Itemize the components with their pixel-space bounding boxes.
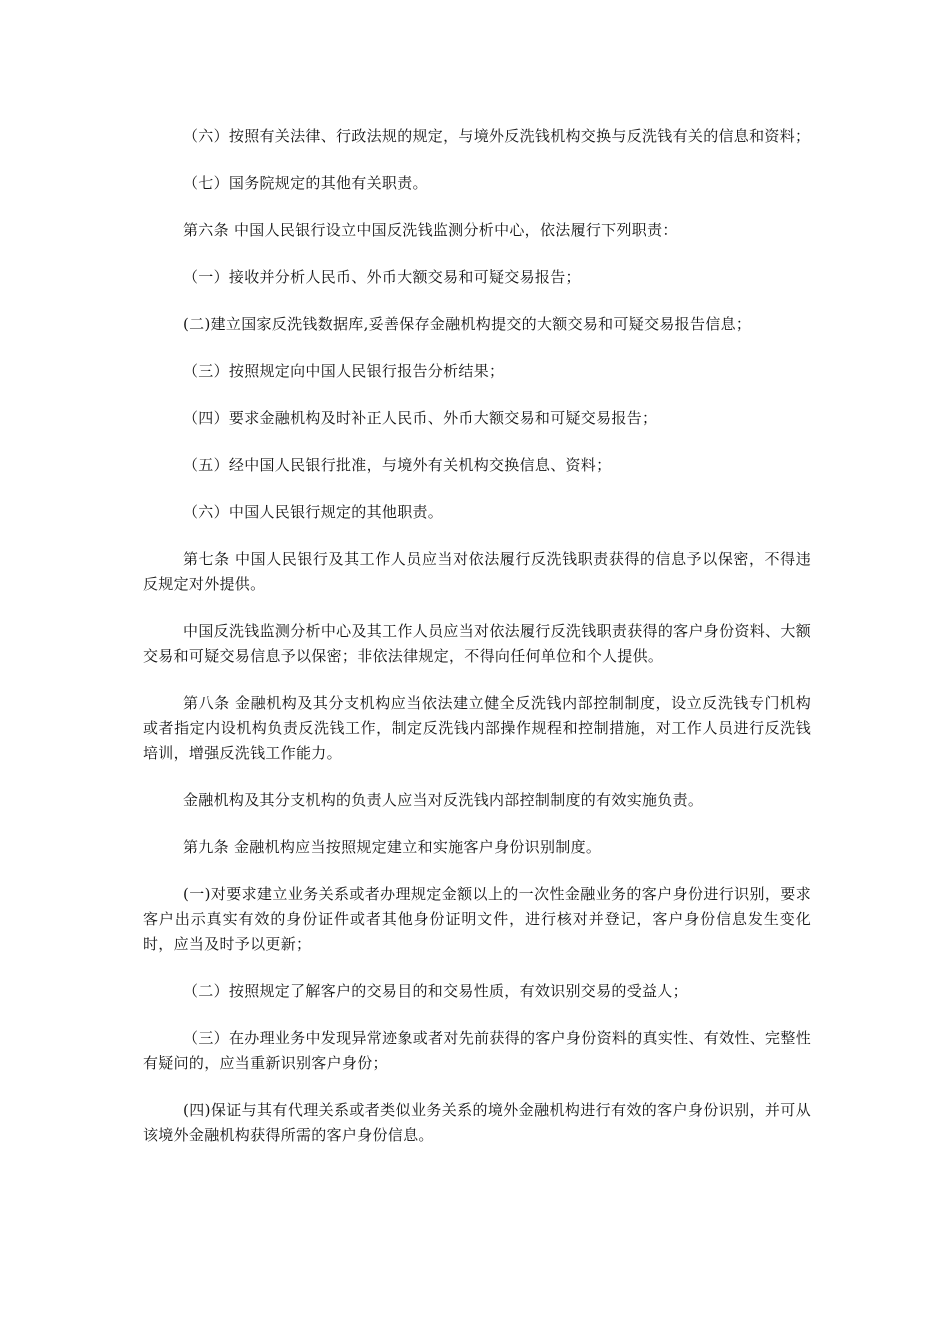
paragraph-article-6-item-2: (二)建立国家反洗钱数据库,妥善保存金融机构提交的大额交易和可疑交易报告信息； [183, 315, 752, 333]
paragraph-article-6-item-5: （五）经中国人民银行批准，与境外有关机构交换信息、资料； [183, 456, 612, 474]
paragraph-article-9: 第九条 金融机构应当按照规定建立和实施客户身份识别制度。 [183, 838, 602, 856]
paragraph-article-9-item-2: （二）按照规定了解客户的交易目的和交易性质，有效识别交易的受益人； [183, 982, 688, 1000]
paragraph-clause-6-item-6: （六）按照有关法律、行政法规的规定，与境外反洗钱机构交换与反洗钱有关的信息和资料； [183, 127, 811, 145]
paragraph-article-6: 第六条 中国人民银行设立中国反洗钱监测分析中心，依法履行下列职责： [183, 221, 678, 239]
paragraph-article-9-item-3: （三）在办理业务中发现异常迹象或者对先前获得的客户身份资料的真实性、有效性、完整性有疑问的，应当重新识别客户身份； [143, 1029, 811, 1072]
document-body [143, 124, 811, 1170]
paragraph-article-7-part-2: 中国反洗钱监测分析中心及其工作人员应当对依法履行反洗钱职责获得的客户身份资料、大额交易和可疑交易信息予以保密；非依法律规定，不得向任何单位和个人提供。 [143, 622, 811, 665]
paragraph-article-8-part-2: 金融机构及其分支机构的负责人应当对反洗钱内部控制制度的有效实施负责。 [183, 791, 704, 809]
paragraph-article-6-item-1: （一）接收并分析人民币、外币大额交易和可疑交易报告； [183, 268, 581, 286]
paragraph-article-9-item-1: (一)对要求建立业务关系或者办理规定金额以上的一次性金融业务的客户身份进行识别，要求客户出示真实有效的身份证件或者其他身份证明文件，进行核对并登记，客户身份信息发生变化时，应当及时予以更新； [143, 885, 811, 953]
paragraph-article-8: 第八条 金融机构及其分支机构应当依法建立健全反洗钱内部控制制度，设立反洗钱专门机构或者指定内设机构负责反洗钱工作，制定反洗钱内部操作规程和控制措施，对工作人员进行反洗钱培训，增强反洗钱工作能力。 [143, 694, 811, 762]
paragraph-article-9-item-4: (四)保证与其有代理关系或者类似业务关系的境外金融机构进行有效的客户身份识别，并可从该境外金融机构获得所需的客户身份信息。 [143, 1101, 811, 1144]
paragraph-article-6-item-4: （四）要求金融机构及时补正人民币、外币大额交易和可疑交易报告； [183, 409, 658, 427]
paragraph-article-7: 第七条 中国人民银行及其工作人员应当对依法履行反洗钱职责获得的信息予以保密，不得违反规定对外提供。 [143, 550, 811, 593]
paragraph-article-6-item-3: （三）按照规定向中国人民银行报告分析结果； [183, 362, 505, 380]
paragraph-clause-6-item-7: （七）国务院规定的其他有关职责。 [183, 174, 428, 192]
paragraph-article-6-item-6: （六）中国人民银行规定的其他职责。 [183, 503, 444, 521]
